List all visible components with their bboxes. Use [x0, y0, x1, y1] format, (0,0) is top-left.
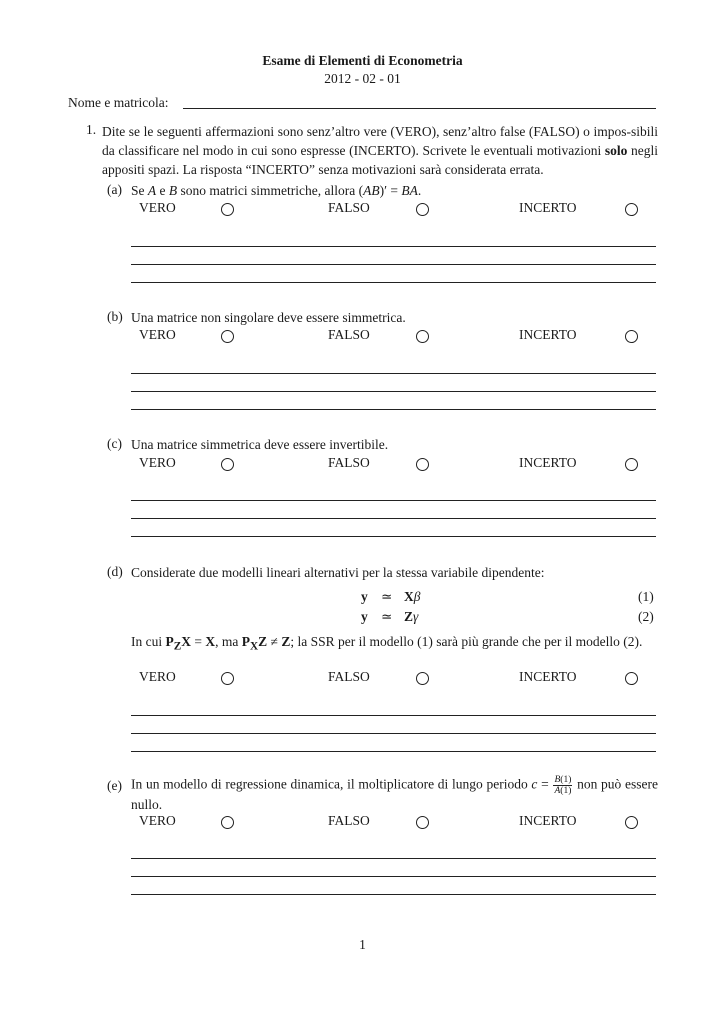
item-e-answer-line-1[interactable]	[131, 858, 656, 859]
exam-title: Esame di Elementi di Econometria	[262, 53, 463, 68]
question-number: 1.	[86, 122, 97, 137]
item-a-false-label: FALSO	[328, 200, 370, 215]
item-a-true-label: VERO	[139, 200, 176, 215]
name-input-line[interactable]	[183, 108, 656, 109]
item-e-text: In un modello di regressione dinamica, il moltiplicatore di lungo periodo c = $\frac{B(1)}{A(1)}$ non può essere nullo.	[131, 775, 658, 812]
item-a-answer-line-1[interactable]	[131, 246, 656, 247]
item-c-answer-line-2[interactable]	[131, 518, 656, 519]
eq2-rhs-coef: γ	[413, 609, 419, 624]
item-b-true-radio[interactable]	[221, 330, 234, 343]
item-c-answer-line-3[interactable]	[131, 536, 656, 537]
eq2-rhs-matrix: Z	[404, 609, 414, 624]
item-a-true-radio[interactable]	[221, 203, 234, 216]
item-e-uncertain-radio[interactable]	[625, 816, 638, 829]
item-c-answer-line-1[interactable]	[131, 500, 656, 501]
item-c-label: (c)	[107, 436, 122, 451]
item-d-answer-line-2[interactable]	[131, 733, 656, 734]
item-b-false-radio[interactable]	[416, 330, 429, 343]
intro-part1: Dite se le seguenti affermazioni sono senz’altro vere (VERO), senz’altro false (FALSO) o impos-sibili da classificare nel modo in cui sono espresse (INCERTO). Scrivete le eventuali motivazioni	[102, 124, 658, 158]
item-e-true-radio[interactable]	[221, 816, 234, 829]
eq1-lhs: y	[361, 589, 368, 604]
item-c-true-label: VERO	[139, 455, 176, 470]
item-b-text: Una matrice non singolare deve essere simmetrica.	[131, 310, 406, 325]
eq1-tag: (1)	[638, 589, 654, 604]
item-c-text: Una matrice simmetrica deve essere invertibile.	[131, 437, 389, 452]
item-b-answer-line-3[interactable]	[131, 409, 656, 410]
item-d-answer-line-3[interactable]	[131, 751, 656, 752]
exam-date: 2012 - 02 - 01	[324, 71, 401, 86]
item-a-uncertain-label: INCERTO	[519, 200, 577, 215]
item-a-answer-line-3[interactable]	[131, 282, 656, 283]
item-c-uncertain-label: INCERTO	[519, 455, 577, 470]
item-b-answer-line-1[interactable]	[131, 373, 656, 374]
item-c-false-label: FALSO	[328, 455, 370, 470]
item-a-text: Se A e B sono matrici simmetriche, allora (AB)′ = BA.	[131, 183, 422, 198]
item-d-true-label: VERO	[139, 669, 176, 684]
question-intro	[102, 122, 658, 179]
item-b-true-label: VERO	[139, 327, 176, 342]
item-e-false-radio[interactable]	[416, 816, 429, 829]
item-a-label: (a)	[107, 182, 122, 197]
eq2-lhs: y	[361, 609, 368, 624]
item-b-uncertain-radio[interactable]	[625, 330, 638, 343]
name-field-label: Nome e matricola:	[68, 95, 169, 110]
intro-part2: negli appositi spazi. La risposta “INCERTO” senza motivazioni sarà considerata errata.	[102, 143, 659, 177]
item-d-uncertain-label: INCERTO	[519, 669, 577, 684]
item-d-uncertain-radio[interactable]	[625, 672, 638, 685]
item-d-false-label: FALSO	[328, 669, 370, 684]
item-b-false-label: FALSO	[328, 327, 370, 342]
item-b-uncertain-label: INCERTO	[519, 327, 577, 342]
item-e-answer-line-2[interactable]	[131, 876, 656, 877]
item-c-true-radio[interactable]	[221, 458, 234, 471]
page-number: 1	[359, 937, 366, 952]
item-a-answer-line-2[interactable]	[131, 264, 656, 265]
item-e-false-label: FALSO	[328, 813, 370, 828]
item-c-uncertain-radio[interactable]	[625, 458, 638, 471]
eq2-rhs	[404, 609, 418, 625]
item-e-true-label: VERO	[139, 813, 176, 828]
eq1-rhs	[404, 589, 420, 605]
eq1-rhs-coef: β	[413, 589, 421, 604]
item-e-label: (e)	[107, 778, 122, 793]
item-d-text: Considerate due modelli lineari alternativi per la stessa variabile dipendente:	[131, 565, 545, 580]
item-d-false-radio[interactable]	[416, 672, 429, 685]
eq2-tag: (2)	[638, 609, 654, 624]
item-b-answer-line-2[interactable]	[131, 391, 656, 392]
item-a-uncertain-radio[interactable]	[625, 203, 638, 216]
eq1-rhs-matrix: X	[404, 589, 414, 604]
item-e-answer-line-3[interactable]	[131, 894, 656, 895]
item-b-label: (b)	[107, 309, 123, 324]
intro-bold: solo	[604, 143, 628, 158]
eq2-rel: ≃	[381, 609, 393, 624]
item-c-false-radio[interactable]	[416, 458, 429, 471]
eq1-rel: ≃	[381, 589, 393, 604]
item-d-answer-line-1[interactable]	[131, 715, 656, 716]
item-d-text2: In cui $P_ZX = X$, ma $P_XZ \ne Z$; la SSR per il modello (1) sarà più grande che per il modello (2).	[131, 634, 643, 653]
item-e-uncertain-label: INCERTO	[519, 813, 577, 828]
item-d-label: (d)	[107, 564, 123, 579]
item-a-false-radio[interactable]	[416, 203, 429, 216]
item-d-true-radio[interactable]	[221, 672, 234, 685]
